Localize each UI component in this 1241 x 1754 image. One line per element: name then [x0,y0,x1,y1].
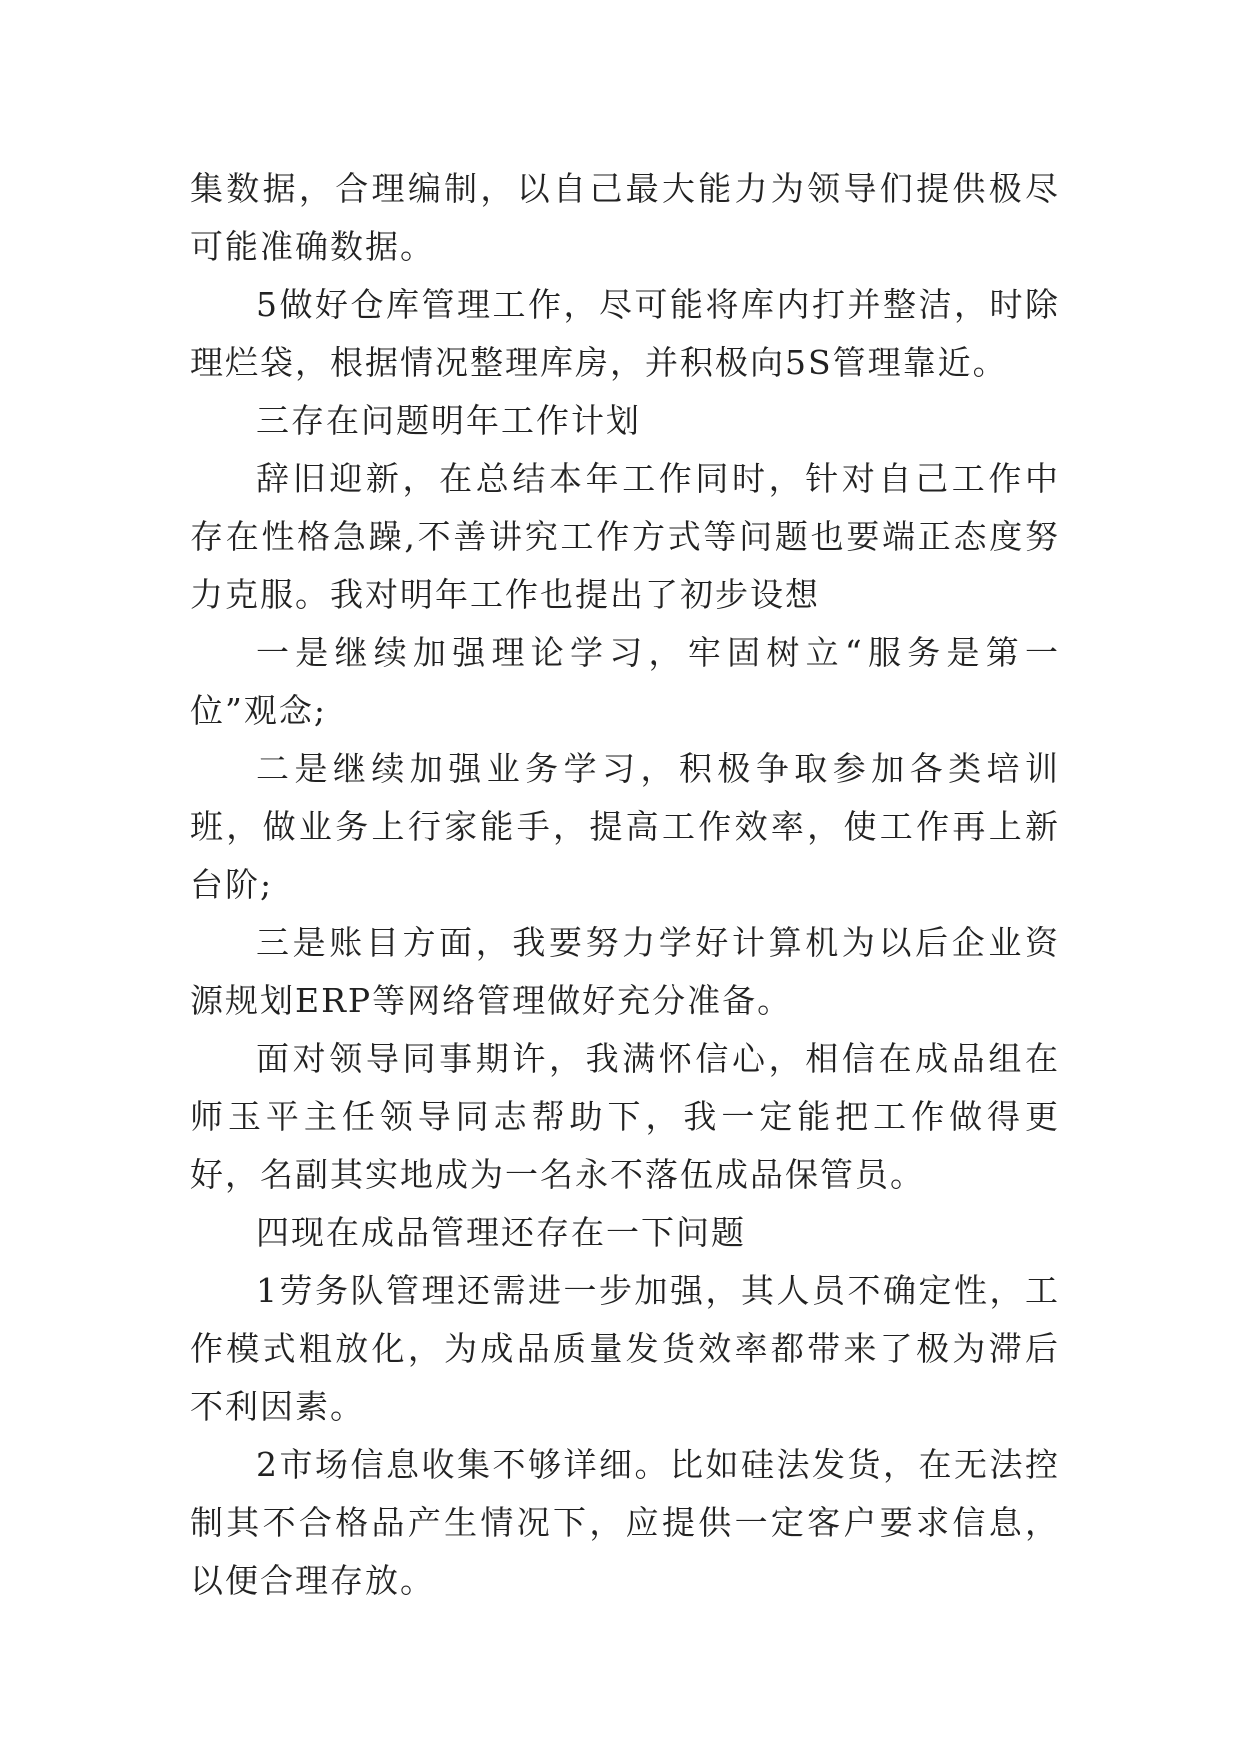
paragraph-new-year-plan: 辞旧迎新，在总结本年工作同时，针对自己工作中存在性格急躁,不善讲究工作方式等问题也要端正态度努力克服。我对明年工作也提出了初步设想 [190,459,1060,614]
paragraph-warehouse-management: 5做好仓库管理工作，尽可能将库内打并整洁，时除理烂袋，根据情况整理库房，并积极向5S管理靠近。 [190,285,1060,382]
paragraph-confidence: 面对领导同事期许，我满怀信心，相信在成品组在师玉平主任领导同志帮助下，我一定能把工作做得更好，名副其实地成为一名永不落伍成品保管员。 [190,1039,1060,1194]
paragraph-plan-item-3: 三是账目方面，我要努力学好计算机为以后企业资源规划ERP等网络管理做好充分准备。 [190,923,1060,1020]
paragraph-continued-data: 集数据，合理编制，以自己最大能力为领导们提供极尽可能准确数据。 [190,169,1060,266]
paragraph-plan-item-2: 二是继续加强业务学习，积极争取参加各类培训班，做业务上行家能手，提高工作效率，使工作再上新台阶; [190,749,1060,904]
section-heading-problems-plan: 三存在问题明年工作计划 [256,401,641,440]
section-heading-current-issues: 四现在成品管理还存在一下问题 [256,1213,746,1252]
document-body [190,160,1060,1610]
paragraph-plan-item-1: 一是继续加强理论学习，牢固树立“服务是第一位”观念; [190,633,1060,730]
paragraph-issue-2: 2市场信息收集不够详细。比如硅法发货，在无法控制其不合格品产生情况下，应提供一定客户要求信息，以便合理存放。 [190,1445,1060,1600]
paragraph-issue-1: 1劳务队管理还需进一步加强，其人员不确定性，工作模式粗放化，为成品质量发货效率都带来了极为滞后不利因素。 [190,1271,1060,1426]
